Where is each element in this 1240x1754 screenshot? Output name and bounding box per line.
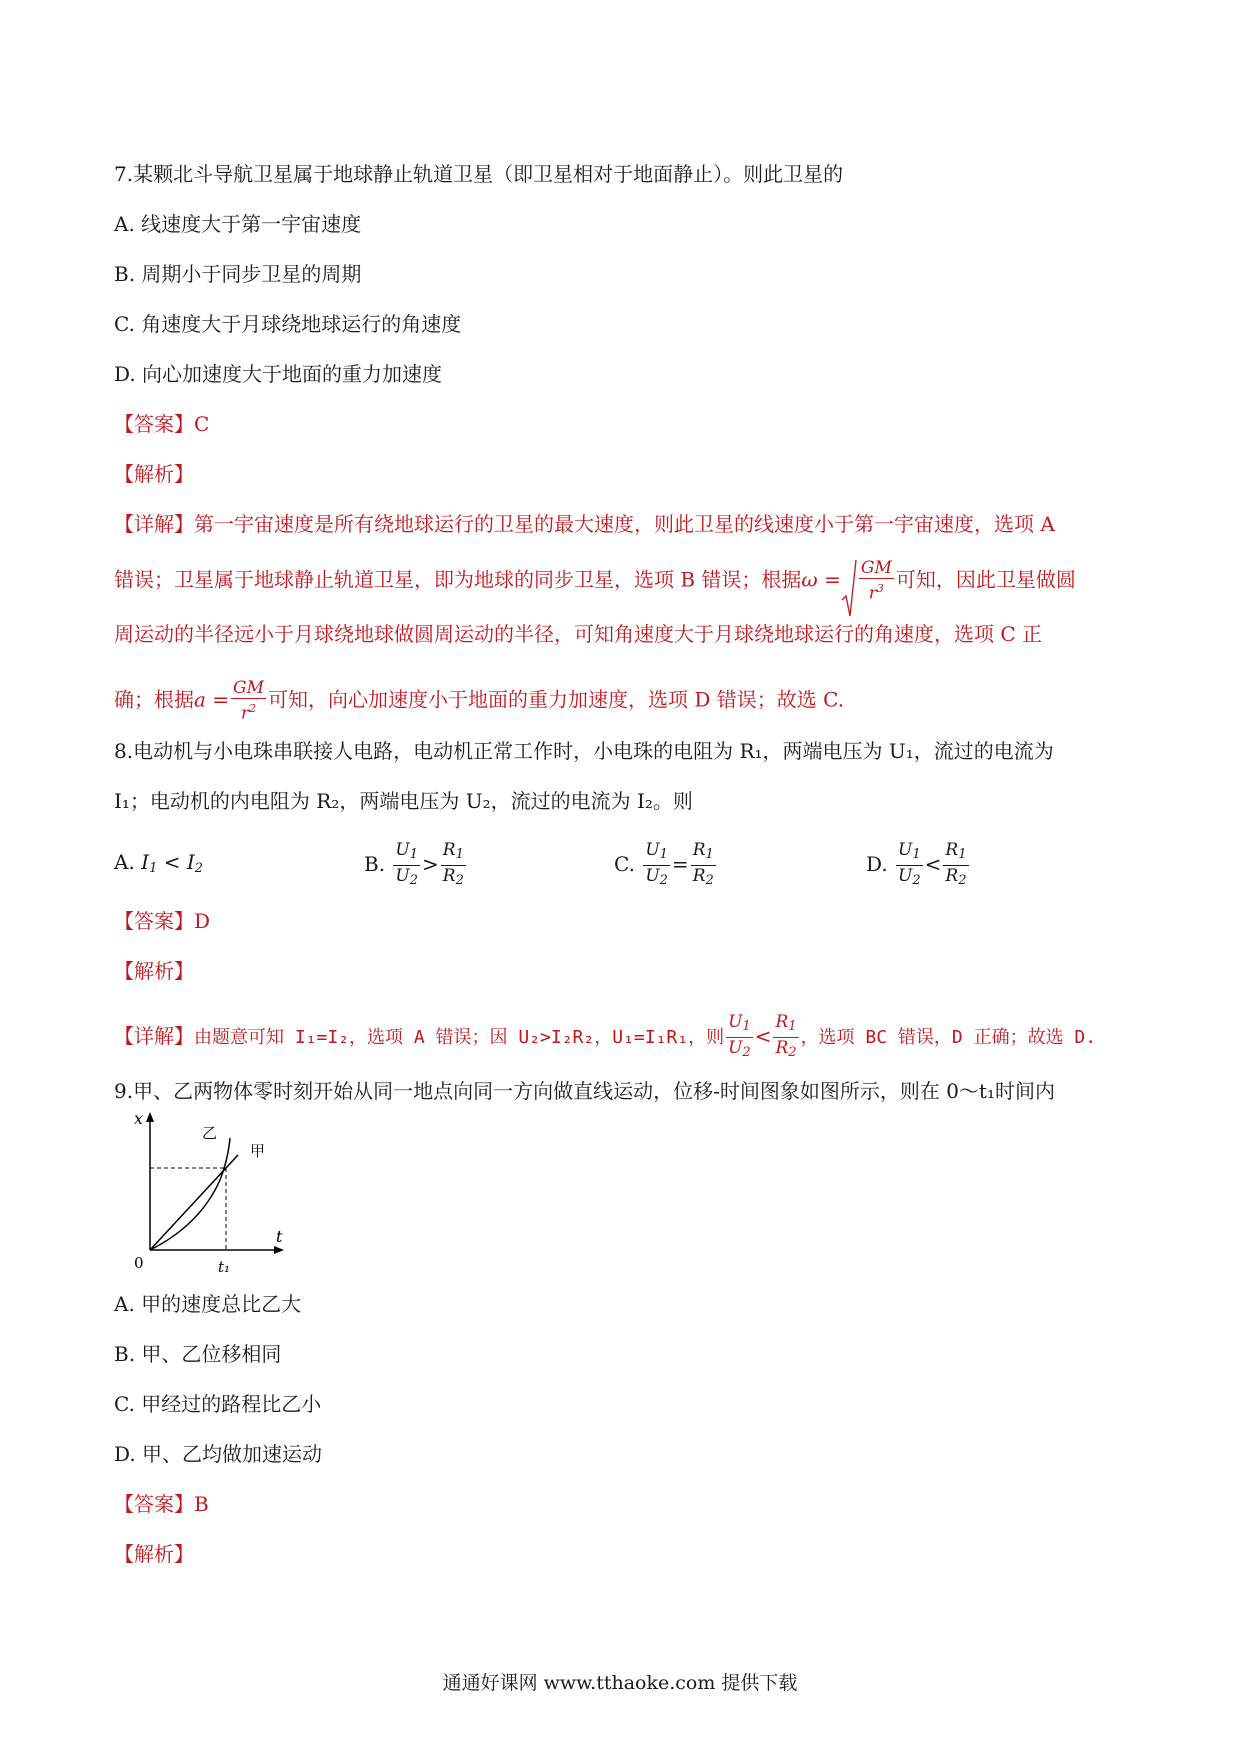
- q8-option-d: D. $\frac{U_1}{U_2}$ < $\frac{R_1}{R_2}$: [866, 840, 967, 888]
- q7-detail-line-4: 确；根据a = $\frac{GM}{r^2}$ 可知，向心加速度小于地面的重力加速度，选项 D 错误；故选 C.: [114, 678, 845, 724]
- jia-label: 甲: [250, 1142, 266, 1160]
- yi-label: 乙: [202, 1124, 218, 1142]
- q8-options: [114, 840, 1014, 888]
- q8-option-b: B. $\frac{U_1}{U_2}$ > $\frac{R_1}{R_2}$: [364, 840, 464, 888]
- q7-answer: [114, 410, 209, 438]
- q8-stem-2: I₁；电动机的内电阻为 R₂，两端电压为 U₂，流过的电流为 I₂。则: [114, 789, 693, 813]
- q7-option-d: D. 向心加速度大于地面的重力加速度: [114, 362, 443, 386]
- q9-answer: 【答案】B: [114, 1492, 209, 1516]
- curve-jia: [150, 1155, 238, 1250]
- q8-option-a: A. $I_1 < I_2$: [114, 850, 204, 876]
- q8-analysis-label: 【解析】: [114, 959, 194, 983]
- y-axis-label: x: [134, 1110, 144, 1128]
- q9-option-a: A. 甲的速度总比乙大: [114, 1292, 302, 1316]
- q7-option-b: B. 周期小于同步卫星的周期: [114, 262, 362, 286]
- q9-option-d: D. 甲、乙均做加速运动: [114, 1442, 323, 1466]
- page-footer: 通通好课网 www.tthaoke.com 提供下载: [442, 1672, 798, 1694]
- answer-label: 【答案】: [114, 412, 194, 436]
- sqrt-formula: $\frac{GM}{r^3}$: [841, 558, 896, 604]
- formula-omega: ω =: [801, 567, 841, 592]
- radical-sign: [841, 558, 857, 618]
- q7-detail-line-1: 【详解】第一宇宙速度是所有绕地球运行的卫星的最大速度，则此卫星的线速度小于第一宇宙速度，选项 A: [114, 512, 1055, 536]
- q9-option-c: C. 甲经过的路程比乙小: [114, 1392, 322, 1416]
- q7-option-a: A. 线速度大于第一宇宙速度: [114, 212, 362, 236]
- curve-yi: [150, 1138, 230, 1250]
- formula-a: $\frac{GM}{r^2}$: [233, 678, 265, 724]
- q9-xt-graph: [120, 1110, 290, 1280]
- q9-analysis-label: 【解析】: [114, 1542, 194, 1566]
- q8-answer: 【答案】D: [114, 909, 211, 933]
- q8-option-c: C. $\frac{U_1}{U_2}$ = $\frac{R_1}{R_2}$: [614, 840, 714, 888]
- q7-detail-line-3: 周运动的半径远小于月球绕地球做圆周运动的半径，可知角速度大于月球绕地球运行的角速度，选项 C 正: [114, 622, 1043, 646]
- q8-detail: 【详解】由题意可知 I₁=I₂，选项 A 错误；因 U₂>I₂R₂，U₁=I₁R₁，则 $\frac{U_1}{U_2}$ < $\frac{R_1}{R_2}$ ，选项 BC 错误，D 正确；故选 D.: [114, 1012, 1097, 1060]
- x-axis-label: t: [276, 1227, 283, 1246]
- detail-label: 【详解】: [114, 512, 194, 536]
- q7-stem: 7.某颗北斗导航卫星属于地球静止轨道卫星（即卫星相对于地面静止）。则此卫星的: [114, 162, 844, 186]
- y-axis-arrow: [146, 1112, 154, 1122]
- q7-detail-line-2: 错误；卫星属于地球静止轨道卫星，即为地球的同步卫星，选项 B 错误；根据ω = $\frac{GM}{r^3}$ 可知，因此卫星做圆: [114, 558, 1076, 604]
- q9-stem: 9.甲、乙两物体零时刻开始从同一地点向同一方向做直线运动，位移-时间图象如图所示，则在 0～t₁时间内: [114, 1079, 1055, 1103]
- answer-value: C: [194, 412, 210, 436]
- origin-label: 0: [134, 1254, 144, 1272]
- q7-option-c: C. 角速度大于月球绕地球运行的角速度: [114, 312, 462, 336]
- x-axis-arrow: [274, 1246, 284, 1254]
- q9-option-b: B. 甲、乙位移相同: [114, 1342, 282, 1366]
- q7-analysis-label: 【解析】: [114, 462, 194, 486]
- q8-stem-1: 8.电动机与小电珠串联接人电路，电动机正常工作时，小电珠的电阻为 R₁，两端电压为 U₁，流过的电流为: [114, 739, 1054, 763]
- t1-label: t₁: [218, 1258, 231, 1276]
